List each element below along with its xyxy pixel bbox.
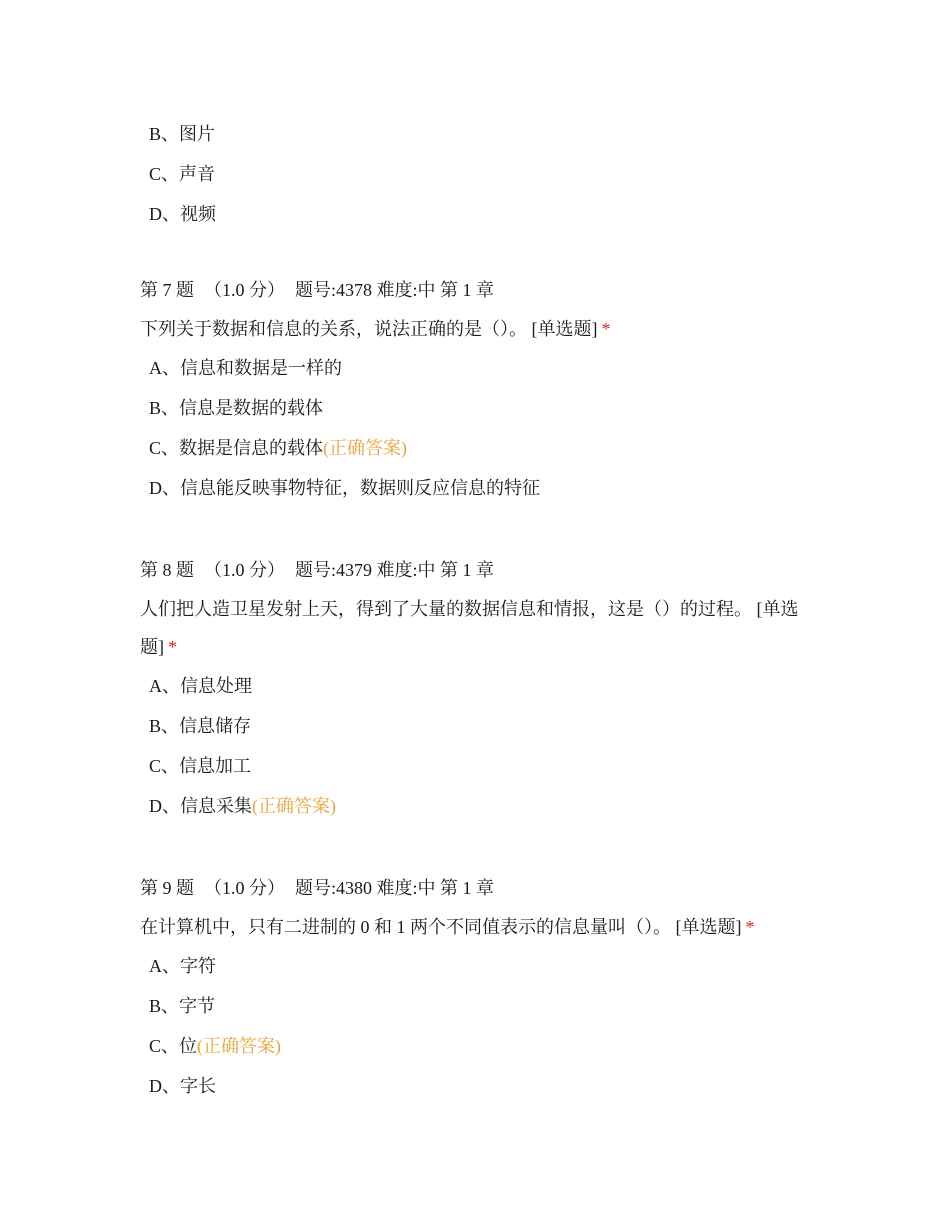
question-9 bbox=[140, 874, 810, 1112]
option-text: 信息处理 bbox=[180, 676, 252, 696]
option-c bbox=[149, 752, 810, 792]
question-8 bbox=[140, 556, 810, 832]
question-number: 第 8 题 bbox=[140, 560, 194, 580]
question-difficulty: 难度:中 bbox=[376, 878, 436, 898]
option-label: A、 bbox=[149, 676, 180, 696]
required-mark: * bbox=[601, 319, 611, 339]
question-number: 第 9 题 bbox=[140, 878, 194, 898]
option-text: 字长 bbox=[180, 1076, 216, 1096]
option-label: D、 bbox=[149, 204, 180, 224]
required-mark: * bbox=[745, 917, 755, 937]
question-type: [单选题] bbox=[675, 917, 742, 937]
option-text: 信息加工 bbox=[179, 756, 252, 776]
question-id: 题号:4380 bbox=[295, 878, 373, 898]
option-text: 视频 bbox=[180, 204, 216, 224]
question-score: （1.0 分） bbox=[204, 280, 285, 300]
option-d bbox=[149, 200, 216, 240]
option-a bbox=[149, 354, 810, 394]
correct-answer-tag: (正确答案) bbox=[197, 1036, 282, 1056]
option-text: 声音 bbox=[179, 164, 216, 184]
option-text: 信息和数据是一样的 bbox=[180, 358, 342, 378]
question-chapter: 第 1 章 bbox=[440, 280, 495, 300]
question-stem: 在计算机中，只有二进制的 0 和 1 两个不同值表示的信息量叫（）。 bbox=[140, 917, 671, 937]
question-difficulty: 难度:中 bbox=[376, 280, 436, 300]
option-c bbox=[149, 434, 810, 474]
previous-question-options bbox=[149, 120, 216, 240]
question-id: 题号:4379 bbox=[295, 560, 373, 580]
question-id: 题号:4378 bbox=[295, 280, 373, 300]
correct-answer-tag: (正确答案) bbox=[323, 438, 408, 458]
option-a bbox=[149, 672, 810, 712]
option-label: B、 bbox=[149, 996, 180, 1016]
option-b bbox=[149, 992, 810, 1032]
question-text bbox=[140, 908, 810, 946]
required-mark: * bbox=[168, 637, 177, 657]
option-a bbox=[149, 952, 810, 992]
question-difficulty: 难度:中 bbox=[376, 560, 436, 580]
question-text bbox=[140, 310, 810, 348]
question-type: [单选题] bbox=[531, 319, 598, 339]
question-options bbox=[149, 354, 810, 514]
option-label: C、 bbox=[149, 1036, 180, 1056]
option-d bbox=[149, 1072, 810, 1112]
question-meta bbox=[140, 874, 810, 902]
option-text: 字符 bbox=[180, 956, 216, 976]
question-text bbox=[140, 590, 810, 666]
option-label: C、 bbox=[149, 438, 180, 458]
option-text: 信息采集 bbox=[180, 796, 252, 816]
option-label: C、 bbox=[149, 756, 180, 776]
option-d bbox=[149, 474, 810, 514]
question-options bbox=[149, 672, 810, 832]
option-text: 信息储存 bbox=[179, 716, 252, 736]
option-b bbox=[149, 712, 810, 752]
question-number: 第 7 题 bbox=[140, 280, 194, 300]
option-label: A、 bbox=[149, 956, 180, 976]
question-options bbox=[149, 952, 810, 1112]
option-label: B、 bbox=[149, 398, 180, 418]
option-text: 字节 bbox=[179, 996, 216, 1016]
question-score: （1.0 分） bbox=[204, 878, 285, 898]
option-text: 图片 bbox=[179, 124, 216, 144]
option-label: D、 bbox=[149, 1076, 180, 1096]
option-text: 信息是数据的载体 bbox=[179, 398, 324, 418]
option-text: 信息能反映事物特征，数据则反应信息的特征 bbox=[180, 478, 540, 498]
option-label: A、 bbox=[149, 358, 180, 378]
option-label: B、 bbox=[149, 716, 180, 736]
option-text: 位 bbox=[179, 1036, 198, 1056]
option-b bbox=[149, 394, 810, 434]
option-label: C、 bbox=[149, 164, 180, 184]
question-chapter: 第 1 章 bbox=[440, 560, 495, 580]
correct-answer-tag: (正确答案) bbox=[252, 796, 336, 816]
question-meta bbox=[140, 556, 810, 584]
option-text: 数据是信息的载体 bbox=[179, 438, 324, 458]
question-chapter: 第 1 章 bbox=[440, 878, 495, 898]
option-label: B、 bbox=[149, 124, 180, 144]
option-c bbox=[149, 160, 216, 200]
option-d bbox=[149, 792, 810, 832]
question-stem: 下列关于数据和信息的关系，说法正确的是（）。 bbox=[140, 319, 527, 339]
option-label: D、 bbox=[149, 478, 180, 498]
option-b bbox=[149, 120, 216, 160]
question-meta bbox=[140, 276, 810, 304]
question-7 bbox=[140, 276, 810, 514]
question-score: （1.0 分） bbox=[204, 560, 285, 580]
option-c bbox=[149, 1032, 810, 1072]
question-type: [单选题] bbox=[140, 599, 799, 657]
question-stem: 人们把人造卫星发射上天，得到了大量的数据信息和情报，这是（）的过程。 bbox=[140, 599, 752, 619]
option-label: D、 bbox=[149, 796, 180, 816]
